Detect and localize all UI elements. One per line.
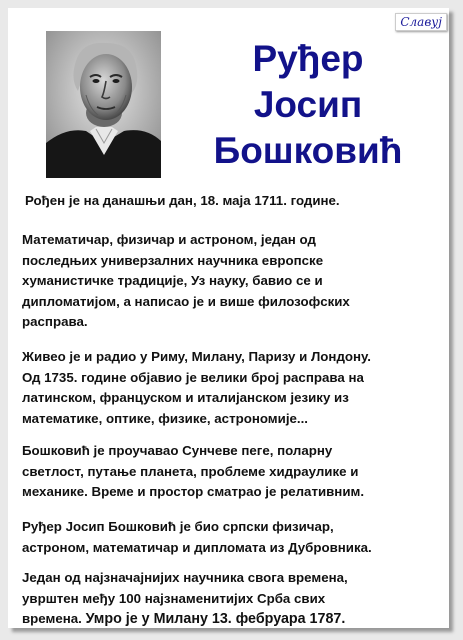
poster-card (8, 8, 449, 628)
paragraph-line: латинском, француском и италијанском језику из (22, 390, 349, 405)
death-date-text: Умро је у Милану 13. фебруара 1787. (85, 611, 346, 627)
paragraph-text: времена. (22, 611, 86, 626)
signature-badge: Славуј (395, 13, 447, 31)
paragraph-line: Живео је и радио у Риму, Милану, Паризу и Лондону. (22, 349, 371, 364)
research-paragraph (22, 441, 442, 503)
profession-paragraph (22, 230, 442, 333)
paragraph-line: Математичар, физичар и астроном, један од (22, 232, 316, 247)
paragraph-line: уврштен међу 100 најзнаменитијих Срба свих (22, 590, 326, 606)
paragraph-line: светлост, путање планета, проблеме хидраулике и (22, 463, 359, 479)
paragraph-line: астроном, математичар и дипломата из Дубровника. (22, 539, 372, 555)
portrait-photo (46, 31, 161, 178)
paragraph-line: Један од најзначајнијих научника свога времена, (22, 570, 348, 585)
origin-paragraph (22, 517, 442, 558)
paragraph-line: расправа. (22, 314, 88, 329)
paragraph-line (22, 609, 442, 630)
paragraph-line: дипломатијом, а написао је и више филозофских (22, 293, 350, 309)
paragraph-line: Од 1735. године објавио је велики број расправа на (22, 369, 364, 385)
legacy-paragraph (22, 568, 442, 630)
portrait-image (46, 31, 161, 178)
paragraph-line: механике. Време и простор сматрао је релативним. (22, 484, 365, 499)
paragraph-line: хуманистичке традиције, Уз науку, бавио се и (22, 273, 323, 288)
paragraph-line: математике, оптике, физике, астрономије... (22, 410, 308, 426)
page-title (178, 36, 438, 174)
birth-paragraph (25, 191, 445, 212)
paragraph-line: Рођен је на данашњи дан, 18. маја 1711. године. (25, 193, 340, 208)
paragraph-line: Руђер Јосип Бошковић је био српски физичар, (22, 519, 334, 534)
title-first-name: Руђер (252, 38, 364, 79)
title-middle-name: Јосип (253, 84, 363, 125)
title-last-name: Бошковић (213, 130, 403, 171)
paragraph-line: последњих универзалних научника европске (22, 252, 324, 268)
paragraph-line: Бошковић је проучавао Сунчеве пеге, поларну (22, 443, 333, 458)
career-paragraph (22, 347, 442, 429)
